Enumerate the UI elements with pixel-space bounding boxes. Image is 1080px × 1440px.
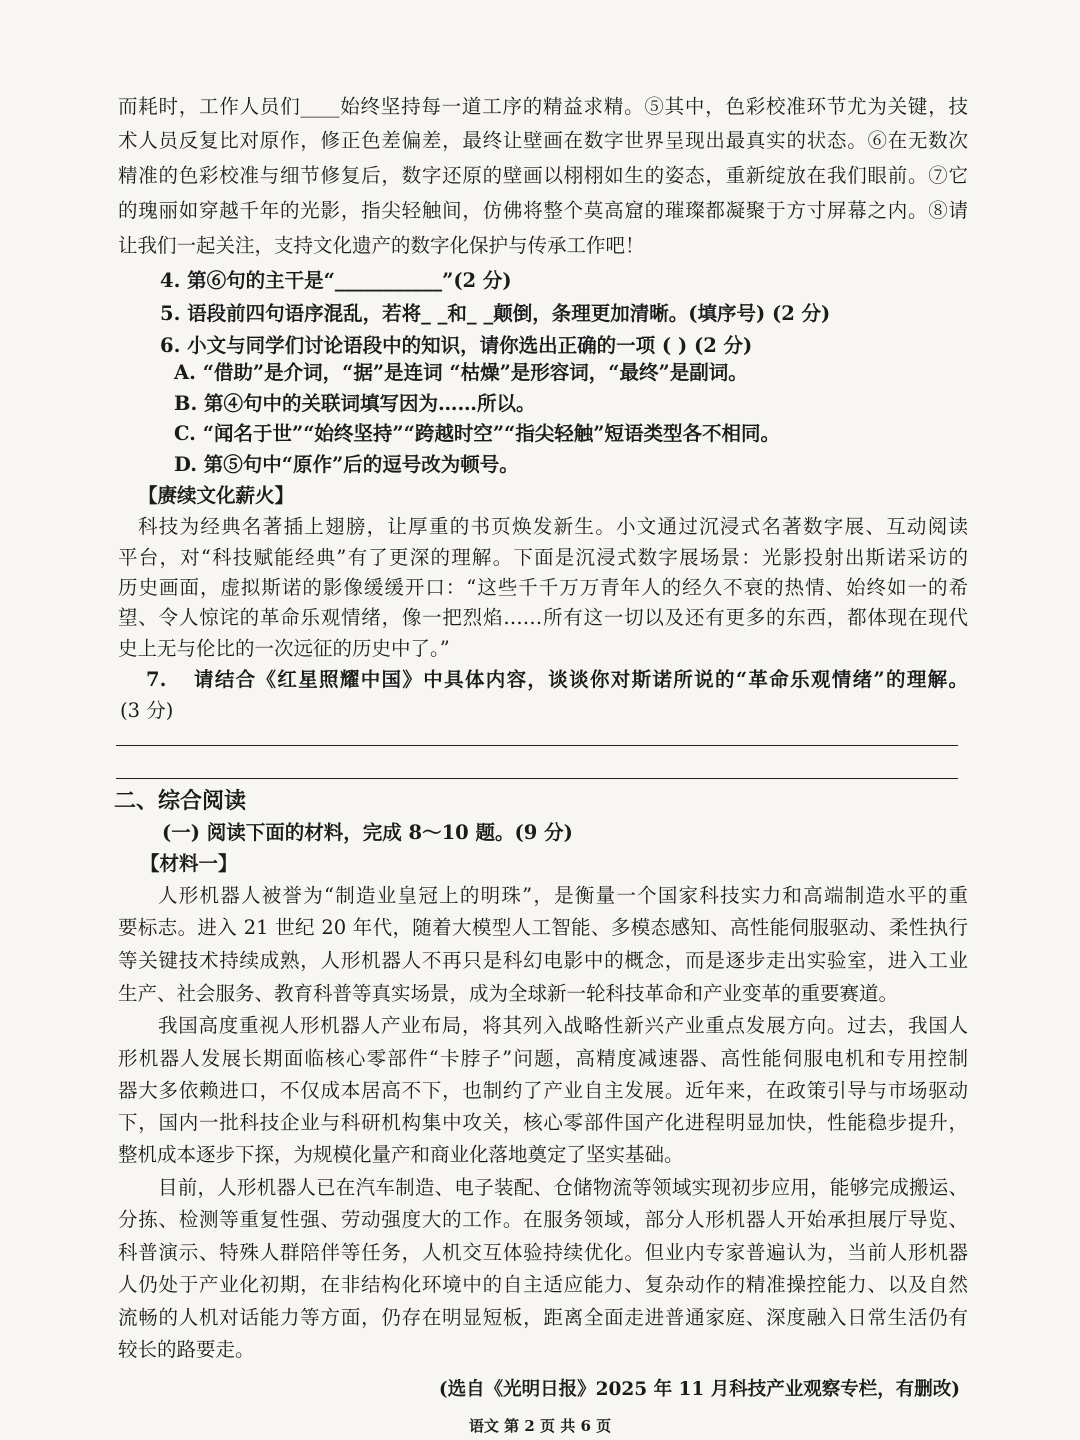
question-5: 5. 语段前四句语序混乱，若将_ _和_ _颠倒，条理更加清晰。(填序号) (2 分) — [160, 302, 831, 325]
material-line: 人形机器人被誉为“制造业皇冠上的明珠”，是衡量一个国家科技实力和高端制造水平的重 — [158, 884, 968, 907]
material-line: 下，国内一批科技企业与科研机构集中攻关，核心零部件国产化进程明显加快，性能稳步提升， — [118, 1111, 968, 1134]
passage-line: 而耗时，工作人员们____始终坚持每一道工序的精益求精。⑤其中，色彩校准环节尤为关键，技 — [118, 95, 968, 118]
section-heading: 【赓续文化薪火】 — [138, 484, 295, 507]
material-line: 目前，人形机器人已在汽车制造、电子装配、仓储物流等领域实现初步应用，能够完成搬运、 — [158, 1176, 968, 1199]
part-two-title: 二、综合阅读 — [114, 788, 247, 814]
material-line: 器大多依赖进口，不仅成本居高不下，也制约了产业自主发展。近年来，在政策引导与市场驱动 — [118, 1079, 968, 1102]
material-one-heading: 【材料一】 — [140, 852, 238, 875]
passage-line: 让我们一起关注，支持文化遗产的数字化保护与传承工作吧！ — [118, 234, 645, 257]
answer-line[interactable] — [116, 745, 958, 746]
page-footer: 语文 第 2 页 共 6 页 — [468, 1417, 612, 1435]
material-line: 科普演示、特殊人群陪伴等任务，人机交互体验持续优化。但业内专家普遍认为，当前人形机器 — [118, 1241, 968, 1264]
passage-line: 科技为经典名著插上翅膀，让厚重的书页焕发新生。小文通过沉浸式名著数字展、互动阅读 — [138, 515, 968, 538]
option-a: A. “借助”是介词，“据”是连词 “枯燥”是形容词，“最终”是副词。 — [174, 361, 748, 384]
passage-line: 平台，对“科技赋能经典”有了更深的理解。下面是沉浸式数字展场景：光影投射出斯诺采访的 — [118, 546, 968, 569]
passage-line: 历史画面，虚拟斯诺的影像缓缓开口：“这些千千万万青年人的经久不衰的热情、始终如一的希 — [118, 576, 968, 599]
question-7-number: 7. — [146, 668, 167, 691]
material-line: 等关键技术持续成熟，人形机器人不再只是科幻电影中的概念，而是逐步走出实验室，进入工业 — [118, 949, 968, 972]
option-b: B. 第④句中的关联词填写因为……所以。 — [174, 392, 536, 415]
material-line: 生产、社会服务、教育科普等真实场景，成为全球新一轮科技革命和产业变革的重要赛道。 — [118, 982, 899, 1005]
question-7-text: 请结合《红星照耀中国》中具体内容，谈谈你对斯诺所说的“革命乐观情绪”的理解。 — [194, 668, 968, 691]
passage-line: 的瑰丽如穿越千年的光影，指尖轻触间，仿佛将整个莫高窟的璀璨都凝聚于方寸屏幕之内。⑧请 — [118, 199, 968, 222]
material-line: 较长的路要走。 — [118, 1338, 255, 1361]
question-6: 6. 小文与同学们讨论语段中的知识，请你选出正确的一项 ( ) (2 分) — [160, 334, 753, 357]
option-d: D. 第⑤句中“原作”后的逗号改为顿号。 — [174, 453, 519, 476]
material-line: 人仍处于产业化初期，在非结构化环境中的自主适应能力、复杂动作的精准操控能力、以及自然 — [118, 1273, 968, 1296]
passage-line: 术人员反复比对原作，修正色差偏差，最终让壁画在数字世界呈现出最真实的状态。⑥在无数次 — [118, 129, 968, 152]
material-line: 我国高度重视人形机器人产业布局，将其列入战略性新兴产业重点发展方向。过去，我国人 — [158, 1014, 968, 1037]
material-line: 分拣、检测等重复性强、劳动强度大的工作。在服务领域，部分人形机器人开始承担展厅导览、 — [118, 1208, 968, 1231]
material-line: 流畅的人机对话能力等方面，仍存在明显短板，距离全面走进普通家庭、深度融入日常生活仍有 — [118, 1306, 968, 1329]
material-line: 要标志。进入 21 世纪 20 年代，随着大模型人工智能、多模态感知、高性能伺服驱动、柔性执行 — [118, 916, 968, 939]
question-4: 4. 第⑥句的主干是“___________”(2 分) — [160, 269, 512, 292]
part-two-subtitle: (一) 阅读下面的材料，完成 8～10 题。(9 分) — [162, 821, 573, 844]
passage-line: 史上无与伦比的一次远征的历史中了。” — [118, 637, 450, 660]
passage-line: 望、令人惊诧的革命乐观情绪，像一把烈焰……所有这一切以及还有更多的东西，都体现在现代 — [118, 606, 968, 629]
answer-line[interactable] — [116, 778, 958, 779]
question-7-score: (3 分) — [120, 699, 174, 722]
source-citation: (选自《光明日报》2025 年 11 月科技产业观察专栏，有删改) — [438, 1379, 960, 1400]
material-line: 整机成本逐步下探，为规模化量产和商业化落地奠定了坚实基础。 — [118, 1143, 684, 1166]
material-line: 形机器人发展长期面临核心零部件“卡脖子”问题，高精度减速器、高性能伺服电机和专用控制 — [118, 1047, 968, 1070]
passage-line: 精准的色彩校准与细节修复后，数字还原的壁画以栩栩如生的姿态，重新绽放在我们眼前。⑦它 — [118, 164, 968, 187]
option-c: C. “闻名于世”“始终坚持”“跨越时空”“指尖轻触”短语类型各不相同。 — [174, 422, 780, 445]
